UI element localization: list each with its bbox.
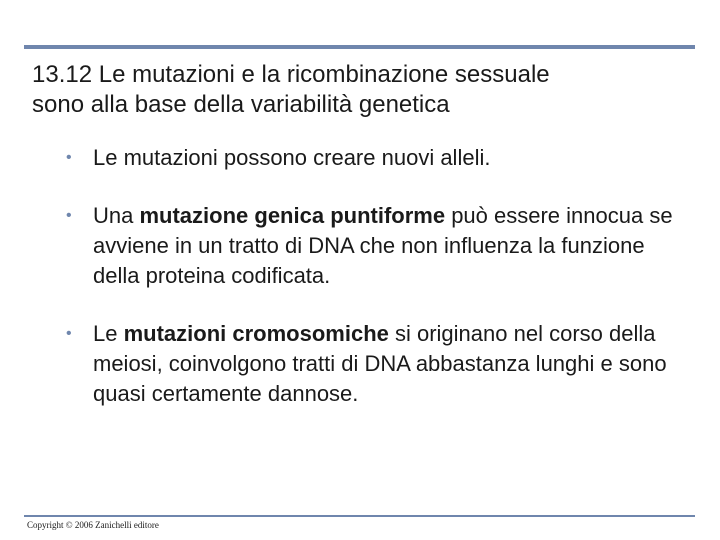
- bullet-text-before: Una: [93, 203, 140, 228]
- bullet-list: [66, 143, 686, 409]
- copyright-notice: Copyright © 2006 Zanichelli editore: [27, 520, 159, 530]
- bullet-item-chromosomal-mutation: [66, 319, 686, 409]
- bullet-icon: •: [66, 149, 72, 166]
- slide-title-line-2: sono alla base della variabilità genetica: [32, 91, 450, 118]
- bullet-text: Le mutazioni possono creare nuovi alleli.: [93, 145, 491, 170]
- slide-title-line-1: 13.12 Le mutazioni e la ricombinazione sessuale: [32, 61, 550, 88]
- bullet-bold-term: mutazione genica puntiforme: [139, 203, 446, 228]
- bullet-text-before: Le: [93, 321, 124, 346]
- bottom-divider: [24, 515, 695, 517]
- bullet-text-after: si originano nel corso della meiosi, coinvolgono tratti di DNA abbastanza lunghi e sono quasi certamente dannose.: [93, 321, 667, 406]
- bullet-item-point-mutation: [66, 201, 686, 291]
- bullet-bold-term: mutazioni cromosomiche: [123, 321, 389, 346]
- bullet-item-new-alleles: [66, 143, 686, 173]
- bullet-text-after: può essere innocua se avviene in un tratto di DNA che non influenza la funzione della proteina codificata.: [93, 203, 673, 288]
- slide-title: [32, 60, 692, 120]
- top-divider: [24, 45, 695, 49]
- bullet-icon: •: [66, 325, 72, 342]
- bullet-icon: •: [66, 207, 72, 224]
